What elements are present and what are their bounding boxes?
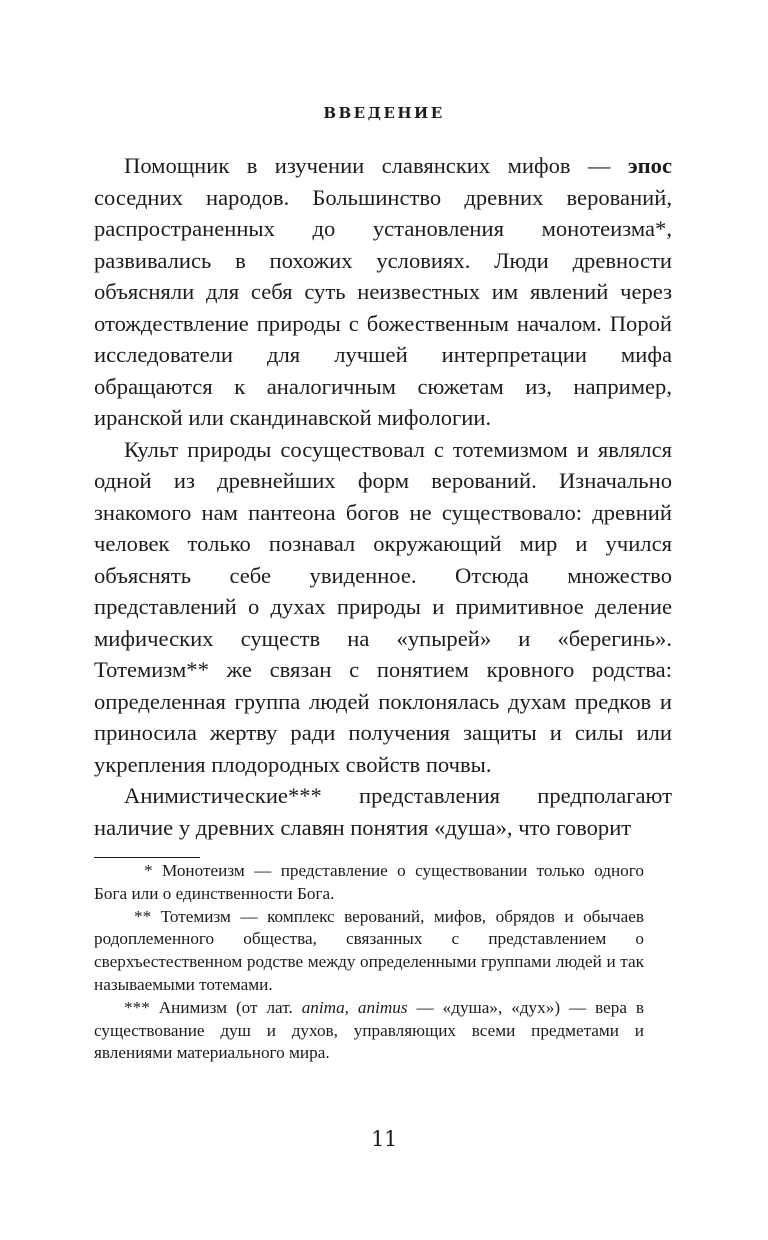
footnotes: [94, 860, 644, 1065]
chapter-heading: ВВЕДЕНИЕ: [323, 104, 445, 122]
footnote-animism-rest: — «душа», «дух») — вера в существование душ и духов, управляющих всеми предметами и явлениями материального мира.: [94, 997, 645, 1063]
paragraph-2: Культ природы сосуществовал с тотемизмом и являлся одной из древнейших форм верований. Изначально знакомого нам пантеона богов не существовало: древний человек только познавал окружающий мир и учился объяснять себе увиденное. Отсюда множество представлений о духах природы и примитивное деление мифических существ на «упырей» и «берегинь». Тотемизм** же связан с понятием кровного родства: определенная группа людей поклонялась духам предков и приносила жертву ради получения защиты и силы или укрепления плодородных свойств почвы.: [94, 436, 672, 777]
page-number: 11: [371, 1127, 397, 1151]
latin-term-anima: anima: [301, 997, 345, 1017]
footnote-animism: [94, 997, 644, 1065]
paragraph-1: [94, 150, 672, 434]
latin-term-animus: animus: [357, 997, 408, 1017]
paragraph-1-bold-term: эпос: [627, 153, 672, 178]
footnote-animism-start: *** Анимизм (от лат.: [124, 997, 302, 1017]
paragraph-1-start: Помощник в изучении славянских мифов —: [124, 153, 628, 178]
paragraph-3: Анимистические*** представления предполагают наличие у древних славян понятия «душа», что говорит: [94, 783, 672, 840]
main-text: [94, 150, 672, 843]
footnote-separator: [94, 857, 200, 858]
footnote-animism-comma: ,: [344, 997, 358, 1017]
footnote-totemism: ** Тотемизм — комплекс верований, мифов, обрядов и обычаев родоплеменного общества, связанных с представлением о сверхъестественном родстве между определенными группами людей и так называемыми тотемами.: [94, 906, 644, 994]
footnote-monotheism: * Монотеизм — представление о существовании только одного Бога или о единственности Бога.: [94, 861, 644, 903]
paragraph-1-rest: соседних народов. Большинство древних верований, распространенных до установления монотеизма*, развивались в похожих условиях. Люди древности объясняли для себя суть неизвестных им явлений через отождествление природы с божественным началом. Порой исследователи для лучшей интерпретации мифа обращаются к аналогичным сюжетам из, например, иранской или скандинавской мифологии.: [94, 184, 672, 430]
